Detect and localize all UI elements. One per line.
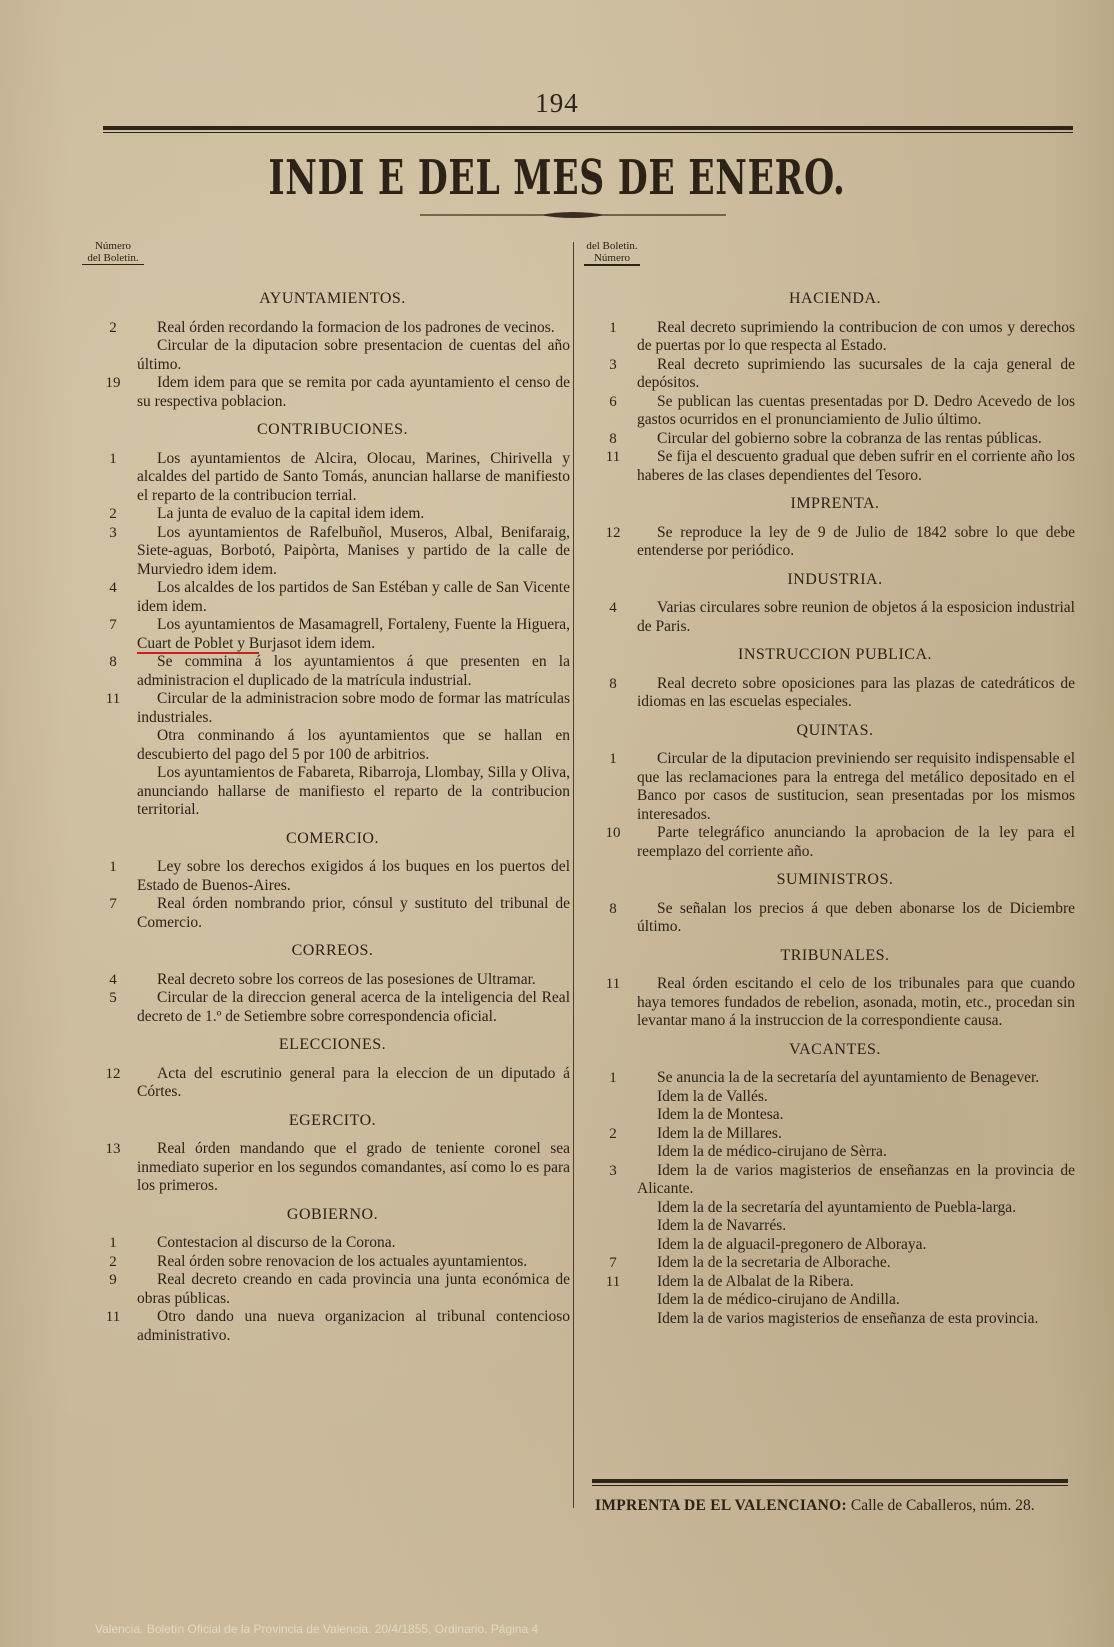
entry-text: Otro dando una nueva organizacion al tribunal contencioso administrativo. <box>137 1308 570 1344</box>
underlined-text: Cuart de Poblet y B <box>137 634 260 652</box>
bulletin-number: 7 <box>109 896 117 912</box>
entry-text: Real decreto creando en cada provincia una junta económica de obras públicas. <box>137 1271 570 1307</box>
entry-text: Idem idem para que se remita por cada ayuntamiento el censo de su respectiva poblacion. <box>137 374 570 410</box>
bulletin-number: 11 <box>105 691 121 707</box>
entry-text: Real órden mandando que el grado de teniente coronel sea inmediato superior en los segundos comandantes, así como lo es para los primeros. <box>137 1140 570 1194</box>
bulletin-number: 8 <box>609 675 617 692</box>
imprint-address: Calle de Caballeros, núm. 28. <box>846 1497 1035 1514</box>
index-entry <box>95 1140 570 1196</box>
entry-text: Real decreto sobre los correos de las posesiones de Ultramar. <box>157 970 536 988</box>
entry-text: Idem la de Millares. <box>657 1124 782 1142</box>
ornament-divider <box>420 210 726 220</box>
column-header-left <box>82 240 144 265</box>
bulletin-number: 1 <box>109 450 117 467</box>
entry-text: Los ayuntamientos de Alcira, Olocau, Marines, Chirivella y alcaldes del partido de Santo Tomás, anuncian hallarse de manifiesto el reparto de la contribucion terrial. <box>137 449 570 504</box>
bulletin-number: 7 <box>109 617 117 633</box>
entry-text: Otra conminando á los ayuntamientos que se hallan en descubierto del pago del 5 por 100 de arbitrios. <box>137 727 570 763</box>
index-entry <box>595 1199 1075 1218</box>
bulletin-number: 3 <box>609 356 617 373</box>
bulletin-number: 8 <box>609 900 617 917</box>
bulletin-number: 6 <box>609 393 617 410</box>
column-divider <box>573 258 574 1508</box>
entry-text: Idem la de Navarrés. <box>657 1217 787 1234</box>
index-entry <box>595 675 1075 712</box>
entry-text: Circular de la direccion general acerca de la inteligencia del Real decreto de 1.º de Setiembre sobre correspondencia oficial. <box>137 989 570 1025</box>
index-entry <box>595 1310 1075 1329</box>
index-entry <box>95 505 570 524</box>
entry-text-part: urjasot idem idem. <box>259 634 376 652</box>
section-heading: IMPRENTA. <box>790 495 880 512</box>
column-header-right <box>584 240 640 266</box>
bulletin-number: 10 <box>605 825 621 841</box>
index-entry <box>595 1106 1075 1125</box>
index-entry <box>95 727 570 764</box>
index-entry <box>595 1236 1075 1255</box>
section-heading: EGERCITO. <box>288 1111 377 1129</box>
bulletin-number: 3 <box>109 524 117 541</box>
bulletin-number: 8 <box>109 654 117 670</box>
bulletin-number: 9 <box>109 1272 117 1288</box>
bulletin-number: 1 <box>609 1070 617 1086</box>
bulletin-number: 5 <box>109 990 117 1006</box>
index-entry <box>595 1273 1075 1292</box>
entry-text: Circular de la administracion sobre modo de formar las matrículas industriales. <box>137 690 570 726</box>
entry-text: Idem la de Montesa. <box>657 1106 784 1123</box>
entry-text: Real órden escitando el celo de los tribunales para que cuando haya temores fundados de rebelion, asonada, motin, etc., procedan sin levantar mano á la instruccion de la correspondiente causa. <box>637 975 1075 1029</box>
index-entry <box>95 895 570 932</box>
index-entry <box>595 1217 1075 1236</box>
index-entry <box>95 858 570 895</box>
index-entry <box>595 900 1075 937</box>
section-heading: TRIBUNALES. <box>780 946 890 964</box>
bulletin-number: 8 <box>609 430 617 447</box>
page-number: 194 <box>535 88 579 118</box>
section-heading: COMERCIO. <box>286 829 379 847</box>
entry-text: Se señalan los precios á que deben abonarse los de Diciembre último. <box>637 899 1075 935</box>
section-heading: SUMINISTROS. <box>776 871 894 888</box>
bulletin-number: 13 <box>105 1141 121 1157</box>
entry-text: Se reproduce la ley de 9 de Julio de 1842 sobre lo que debe entenderse por periódico. <box>637 523 1075 559</box>
bulletin-number: 4 <box>109 580 117 596</box>
bulletin-number: 1 <box>109 1235 117 1251</box>
index-entry <box>95 1065 570 1102</box>
bulletin-number: 2 <box>109 506 117 522</box>
bulletin-number: 2 <box>109 319 117 336</box>
index-entry <box>95 989 570 1026</box>
bulletin-number: 2 <box>609 1125 617 1142</box>
page-title: INDI E DEL MES DE ENERO. <box>268 150 846 206</box>
index-entry <box>595 319 1075 356</box>
entry-text: Real órden recordando la formacion de los padrones de vecinos. <box>157 318 555 336</box>
bottom-rule <box>592 1479 1068 1486</box>
entry-text: Real órden sobre renovacion de los actuales ayuntamientos. <box>157 1252 528 1270</box>
index-entry <box>95 319 570 338</box>
left-column <box>95 290 570 1345</box>
entry-text: Real órden nombrando prior, cónsul y sustituto del tribunal de Comercio. <box>137 895 570 931</box>
bulletin-number: 11 <box>105 1309 121 1325</box>
entry-text: Idem la de la secretaria de Alborache. <box>657 1254 891 1271</box>
imprint-line <box>595 1497 1075 1515</box>
section-heading: VACANTES. <box>789 1040 881 1058</box>
source-footer: Valencia. Boletín Oficial de la Provincia de Valencia. 20/4/1855, Ordinario. Página 4 <box>95 1622 539 1636</box>
entry-text: Idem la de varios magisterios de enseñanza de esta provincia. <box>657 1309 1039 1327</box>
section-heading: QUINTAS. <box>796 721 874 739</box>
entry-text: Idem la de Vallés. <box>657 1087 768 1105</box>
entry-text: Idem la de médico-cirujano de Andilla. <box>657 1291 900 1308</box>
index-entry <box>595 1143 1075 1162</box>
entry-text: Real decreto suprimiendo la contribucion de con umos y derechos de puertas por lo que respecta al Estado. <box>637 318 1075 354</box>
entry-text: Ley sobre los derechos exigidos á los buques en los puertos del Estado de Buenos-Aires. <box>137 858 570 894</box>
column-header-left-line2: del Boletin. <box>82 252 144 265</box>
bulletin-number: 1 <box>609 751 617 767</box>
index-entry <box>95 653 570 690</box>
entry-text: Acta del escrutinio general para la eleccion de un diputado á Córtes. <box>137 1064 570 1100</box>
entry-text: Circular de la diputacion previniendo ser requisito indispensable el que las reclamaciones para la entrega del metálico depositado en el Banco por casos de sustitucion, sean presentadas por los mismos interesados. <box>637 750 1075 823</box>
index-entry <box>95 690 570 727</box>
entry-text: Los alcaldes de los partidos de San Estéban y calle de San Vicente idem idem. <box>137 579 570 615</box>
index-entry <box>595 975 1075 1031</box>
entry-text: Se fija el descuento gradual que deben sufrir en el corriente año los haberes de las clases dependientes del Tesoro. <box>637 448 1075 484</box>
section-heading: CORREOS. <box>291 942 374 959</box>
index-entry <box>95 1253 570 1272</box>
entry-text: Contestacion al discurso de la Corona. <box>157 1234 396 1251</box>
section-heading: INDUSTRIA. <box>787 570 883 588</box>
index-entry <box>95 524 570 580</box>
entry-text: Varias circulares sobre reunion de objetos á la esposicion industrial de Paris. <box>637 599 1075 635</box>
index-entry <box>595 1069 1075 1088</box>
bulletin-number: 1 <box>609 319 617 336</box>
bulletin-number: 11 <box>605 449 621 465</box>
index-entry <box>595 599 1075 636</box>
entry-text <box>137 616 570 653</box>
entry-text: Se publican las cuentas presentadas por D. Dedro Acevedo de los gastos ocurridos en el pronunciamiento de Julio último. <box>637 392 1075 428</box>
index-entry <box>595 750 1075 824</box>
index-entry <box>95 337 570 374</box>
index-entry <box>95 1271 570 1308</box>
section-heading: INSTRUCCION PUBLICA. <box>737 646 932 663</box>
index-entry <box>95 971 570 990</box>
bulletin-number: 19 <box>105 375 121 391</box>
entry-text: Real decreto sobre oposiciones para las plazas de catedráticos de idiomas en las escuelas especiales. <box>637 674 1075 710</box>
entry-text: Se anuncia la de la secretaría del ayuntamiento de Benagever. <box>657 1069 1040 1086</box>
column-header-right-line1: del Boletin. <box>586 240 638 252</box>
entry-text: Circular del gobierno sobre la cobranza de las rentas públicas. <box>657 429 1042 447</box>
entry-text: Idem la de la secretaría del ayuntamiento de Puebla-larga. <box>657 1198 1017 1216</box>
entry-text: Idem la de Albalat de la Ribera. <box>657 1272 854 1290</box>
index-entry <box>95 1308 570 1345</box>
index-entry <box>595 430 1075 449</box>
right-column <box>595 290 1075 1328</box>
index-entry <box>595 1291 1075 1310</box>
bulletin-number: 2 <box>109 1253 117 1270</box>
imprint-name: IMPRENTA DE EL VALENCIANO: <box>595 1497 847 1514</box>
bulletin-number: 3 <box>609 1162 617 1179</box>
index-entry <box>595 524 1075 561</box>
entry-text: Real decreto suprimiendo las sucursales de la caja general de depósitos. <box>637 355 1075 391</box>
section-heading: CONTRIBUCIONES. <box>256 421 409 438</box>
index-entry <box>95 764 570 820</box>
entry-text: Idem la de médico-cirujano de Sèrra. <box>657 1143 887 1160</box>
bulletin-number: 11 <box>605 976 621 992</box>
index-entry <box>595 1125 1075 1144</box>
column-header-right-line2: Número <box>584 252 640 266</box>
top-rule <box>103 126 1073 133</box>
index-entry <box>595 393 1075 430</box>
index-entry <box>595 356 1075 393</box>
section-heading: ELECCIONES. <box>278 1036 387 1053</box>
section-heading: HACIENDA. <box>788 290 882 307</box>
entry-text: Parte telegráfico anunciando la aprobacion de la ley para el reemplazo del corriente año. <box>637 824 1075 860</box>
bulletin-number: 4 <box>109 971 117 988</box>
bulletin-number: 11 <box>605 1273 621 1290</box>
section-heading: GOBIERNO. <box>286 1205 379 1223</box>
index-entry <box>95 450 570 506</box>
bulletin-number: 1 <box>109 859 117 875</box>
entry-text: Circular de la diputacion sobre presentacion de cuentas del año último. <box>137 337 570 373</box>
index-entry <box>595 1088 1075 1107</box>
index-entry <box>95 1234 570 1253</box>
entry-text: La junta de evaluo de la capital idem idem. <box>157 505 425 522</box>
bulletin-number: 7 <box>609 1255 617 1271</box>
section-heading: AYUNTAMIENTOS. <box>259 290 406 307</box>
index-entry <box>595 1162 1075 1199</box>
entry-text: Los ayuntamientos de Fabareta, Ribarroja, Llombay, Silla y Oliva, anunciando hallarse de manifiesto el reparto de la contribucion territorial. <box>137 764 570 818</box>
entry-text: Idem la de varios magisterios de enseñanzas en la provincia de Alicante. <box>637 1161 1075 1197</box>
index-entry <box>595 448 1075 485</box>
bulletin-number: 12 <box>105 1065 121 1082</box>
index-entry <box>595 824 1075 861</box>
entry-text: Se commina á los ayuntamientos á que presenten en la administracion el duplicado de la matrícula industrial. <box>137 653 570 689</box>
index-entry <box>95 616 570 653</box>
index-entry <box>595 1254 1075 1273</box>
entry-text: Idem la de alguacil-pregonero de Alboraya. <box>657 1235 927 1253</box>
bulletin-number: 12 <box>605 524 621 541</box>
entry-text-part: Los ayuntamientos de Masamagrell, Fortaleny, Fuente la Higuera, <box>157 616 570 633</box>
bulletin-number: 4 <box>609 600 617 616</box>
column-header-left-line1: Número <box>94 240 132 252</box>
index-entry <box>95 579 570 616</box>
entry-text: Los ayuntamientos de Rafelbuñol, Museros, Albal, Benifaraig, Siete-aguas, Borbotó, Paipòrta, Manises y partido de la calle de Murviedro idem idem. <box>137 523 570 578</box>
index-entry <box>95 374 570 411</box>
